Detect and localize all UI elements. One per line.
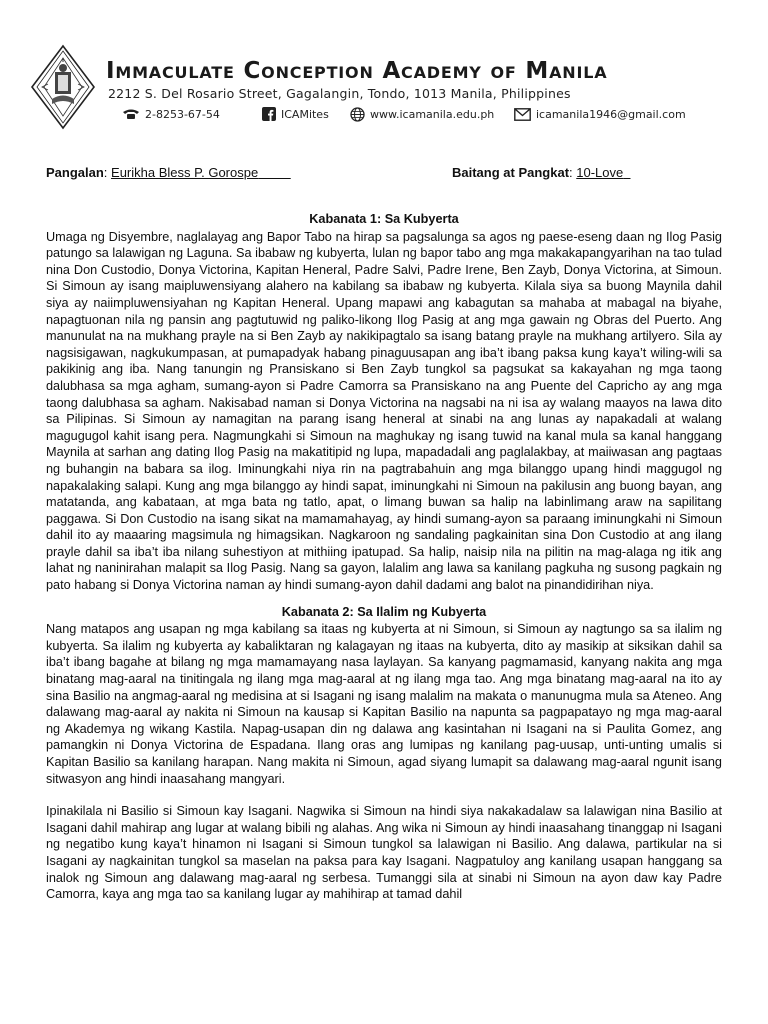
contact-facebook bbox=[262, 106, 329, 122]
globe-icon bbox=[350, 107, 365, 122]
chapter-2-paragraph-1: Nang matapos ang usapan ng mga kabilang sa itaas ng kubyerta at ni Simoun, si Simoun ay nagtungo sa sa ilalim ng kubyerta. Sa ilalim ng kubyerta ay kabaliktaran ng kalagayan ng itaas na kubyerta, dito ay masikip at siksikan dahil sa iba’t ibang bagahe at bilang ng mga mamamayang nasa laylayan. Sa kanyang pagmamasid, kanyang nakita ang mga binatang mag-aaral na tinitingala ng ilang mga mag-aaral at ng ilang mga tao. Ang mga binatang mag-aaral na ito ay sina Basilio na angmag-aaral ng medisina at si Isagani ng isang malalim na makata o manunugma mula sa Ateneo. Ang dalawang mag-aaral ay nakita ni Simoun na kausap si Kapitan Basilio na napunta sa pagpapatayo ng mga mag-aaral ng Akademya ng wikang Kastila. Napag-usapan din ng dalawa ang kasintahan ni Isagani na si Paulita Gomez, ang pamangkin ni Donya Victorina de Espadana. Ilang oras ang lumipas ng kanilang pag-uusap, unti-unting umalis si Kapitan Basilio sa kanilang harapan. Nang makita ni Simoun, agad siyang lumapit sa dalawang mag-aaral ngunit isang sitwasyon ang hindi inaasahang mangyari. bbox=[46, 622, 722, 786]
grade-value: 10-Love bbox=[576, 165, 624, 180]
contact-email bbox=[514, 106, 686, 122]
contact-phone bbox=[122, 106, 220, 122]
essay-body bbox=[46, 211, 722, 903]
telephone-icon bbox=[122, 108, 140, 120]
school-seal-icon bbox=[30, 44, 96, 130]
grade-label: Baitang at Pangkat bbox=[452, 165, 570, 180]
name-value: Eurikha Bless P. Gorospe bbox=[111, 165, 259, 180]
email-text: icamanila1946@gmail.com bbox=[536, 107, 686, 121]
phone-text: 2-8253-67-54 bbox=[145, 107, 220, 121]
chapter-2-paragraph-2: Ipinakilala ni Basilio si Simoun kay Isagani. Nagwika si Simoun na hindi siya nakakadalaw sa lalawigan nina Basilio at Isagani dahil mahirap ang lugar at walang bibili ng alahas. Ang wika ni Simoun ay hindi inaasahang tinanggap ni Isagani ng negatibo kung kaya’t hinamon ni Isagani si Simoun tungkol sa lalawigan ni Basilio. Ang dalawa, partikular na si Isagani ay nagkainitan tungkol sa maselan na paksa para kay Isagani. Nagpatuloy ang kanilang usapan hanggang sa inalok ng Simoun ang dalawang mag-aaral ng serbesa. Tumanggi sila at sinabi ni Simoun na ayon daw kay Padre Camorra, kaya ang mga tao sa kanilang lugar ay mahihirap at tamad dahil bbox=[46, 804, 722, 902]
student-name-line: Pangalan: Eurikha Bless P. Gorospe bbox=[46, 165, 259, 180]
contact-website bbox=[350, 106, 494, 122]
facebook-icon bbox=[262, 107, 276, 121]
website-text: www.icamanila.edu.ph bbox=[370, 107, 495, 121]
chapter-1-title: Kabanata 1: Sa Kubyerta bbox=[309, 212, 459, 226]
chapter-1-paragraph: Umaga ng Disyembre, naglalayag ang Bapor Tabo na hirap sa pagsalunga sa agos ng paese-eseng daan ng Ilog Pasig patungo sa lalawigan ng Laguna. Sa ibabaw ng kubyerta, lulan ng bapor tabo ang mga makakapangyarihan na tao tulad nina Don Custodio, Donya Victorina, Kapitan Heneral, Padre Salvi, Padre Irene, Ben Zayb, Donya Victorina, at Simoun. Si Simoun ay isang maipluwensiyang alahero na kabilang sa ibabaw ng kubyerta. Kilala siya sa buong Maynila dahil siya ay naiimpluwensiyahan ng Kapitan Heneral. Upang mapawi ang kabagutan sa mahaba at mabagal na biyahe, napagtuonan nila ng pansin ang pagtutuwid ng paliko-likong Ilog Pasig at ang mga gawain ng Obras del Puerto. Ang manunulat na na mukhang prayle na si Ben Zayb ay nakikipagtalo sa isang batang prayle na mukhang artilyero. Sila ay nagsisigawan, nagkukumpasan, at pumapadyak habang pinaguusapan ang iba’t ibang paksa kung kaya’t wiling-wili sa pakikinig ang iba. Nang tanungin ng Pransiskano si Ben Zayb tungkol sa pagsukat sa kakayahan ng mga taong dalubhasa sa mga agham, sumang-ayon si Padre Camorra sa Pransiskano na ang Puente del Capricho ay ang mga taong dalubhasa sa agham. Nakisabad naman si Donya Victorina na nagsabi na ni isa ay walang maayos na lawa dito sa Pilipinas. Si Simoun ay namagitan na parang isang heneral at sinabi na ang lunas ay napakadali at walang magugugol kahit isang pera. Nagmungkahi si Simoun na maghukay ng isang tuwid na kanal mula sa kanal hanggang Maynila at sarhan ang dating Ilog Pasig na makatitipid ng lupa, mapadadali ang paglalakbay, at maiiwasan ang pagtaas ng buhangin na babara sa ilog. Iminungkahi niya rin na pagtrabahuin ang mga bilanggo upang hindi maggugol ng napakalaking salapi. Kung ang mga bilanggo ay hindi sapat, iminungkahi ni Simoun na pakilusin ang buong bayan, ang matatanda, ang kabataan, at mga bata ng tatlo, apat, o limang buwan sa halip na labinlimang araw na sapilitang paggawa. Si Don Custodio na isang sikat na mamamahayag, ay hindi sumang-ayon sa paraang iminungkahi ni Simoun dahil ito ay maaaring magsimula ng himagsikan. Nagkaroon ng sandaling pagkainitan sina Don Custodio at ang ilang prayle dahil sa iba’t iba nilang suhestiyon at mithiing ipatupad. Sa halip, naisip nila na pilitin na mag-alaga ng itik ang lahat ng naninirahan malapit sa Ilog Pasig. Nang sa gayon, lalalim ang lawa sa kanilang pagkuha ng susong pagkain ng pato habang si Donya Victorina naman ay hindi sumang-ayon dahil dadami ang balot na pinandidirihan niya. bbox=[46, 229, 722, 593]
mail-icon bbox=[514, 108, 531, 121]
facebook-text: ICAMites bbox=[281, 107, 329, 121]
school-address: 2212 S. Del Rosario Street, Gagalangin, Tondo, 1013 Manila, Philippines bbox=[108, 86, 571, 101]
school-name: Immaculate Conception Academy of Manila bbox=[106, 58, 608, 84]
grade-section-line: Baitang at Pangkat: 10-Love bbox=[452, 165, 624, 180]
contact-row bbox=[122, 106, 742, 124]
chapter-2-title: Kabanata 2: Sa Ilalim ng Kubyerta bbox=[281, 604, 487, 619]
name-label: Pangalan bbox=[46, 165, 104, 180]
